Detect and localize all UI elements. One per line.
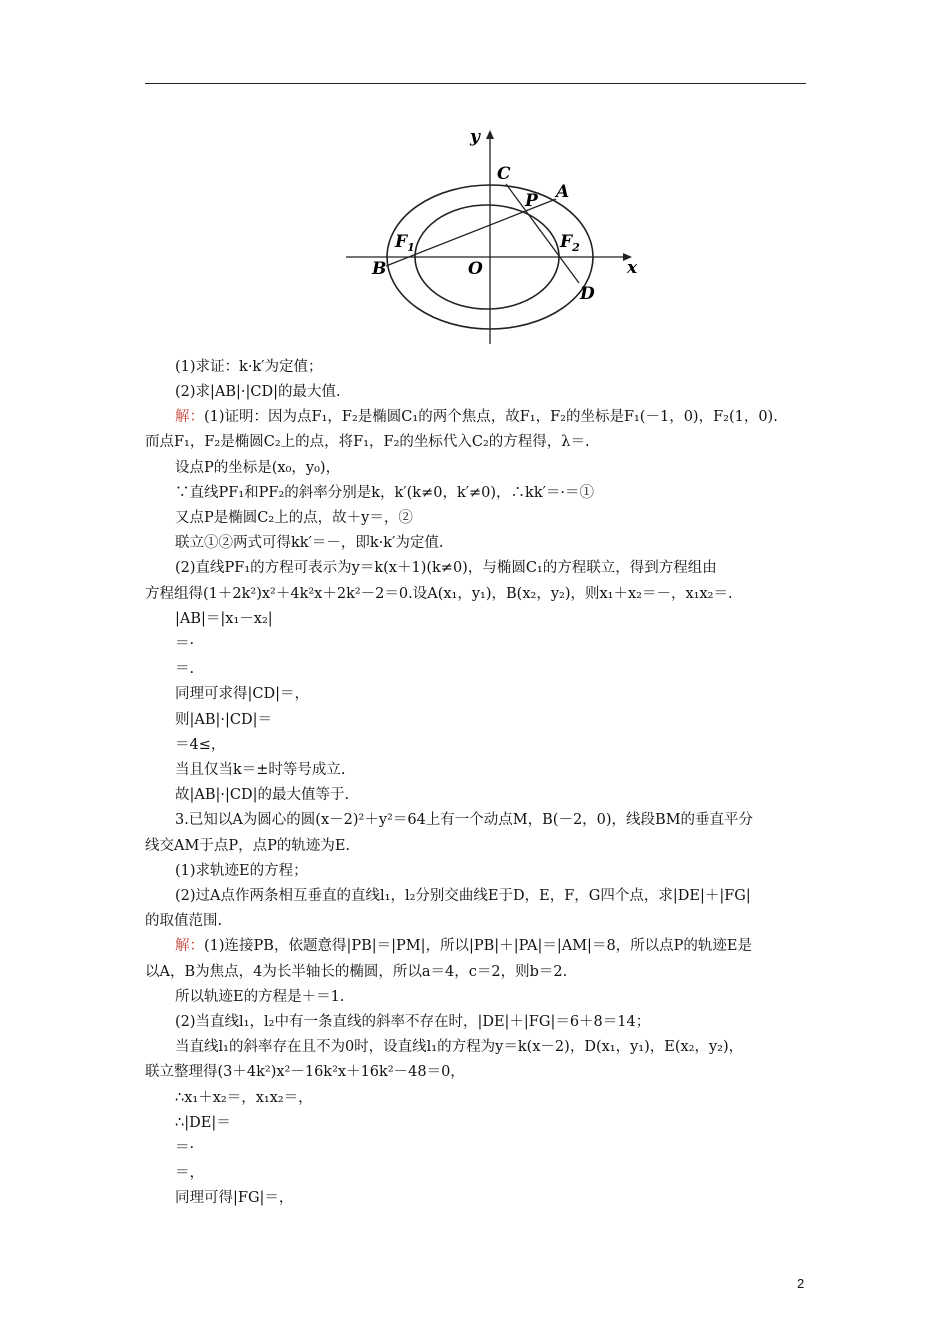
line-text: (2)直线PF₁的方程可表示为y＝k(x＋1)(k≠0)，与椭圆C₁的方程联立，得到方程组由	[175, 560, 717, 576]
line-text: 方程组得(1＋2k²)x²＋4k²x＋2k²－2＝0.设A(x₁，y₁)，B(x₂，y₂)，则x₁＋x₂＝－，x₁x₂＝.	[145, 586, 733, 602]
label-x: x	[627, 258, 638, 278]
line-text: 则|AB|·|CD|＝	[175, 712, 272, 728]
line-text: (2)求|AB|·|CD|的最大值.	[175, 384, 341, 400]
text-line	[175, 987, 950, 1007]
text-line	[175, 458, 950, 478]
text-line	[175, 735, 950, 755]
text-line	[175, 357, 950, 377]
page-number: 2	[797, 1276, 805, 1291]
line-text: 同理可得|FG|＝，	[175, 1190, 294, 1206]
text-line	[175, 609, 950, 629]
text-line	[145, 584, 950, 604]
text-line	[175, 861, 950, 881]
line-text: (1)求证：k·k′为定值；	[175, 359, 323, 375]
line-text: (1)证明：因为点F₁，F₂是椭圆C₁的两个焦点，故F₁，F₂的坐标是F₁(－1，0)，F₂(1，0).	[204, 409, 778, 425]
line-text: 故|AB|·|CD|的最大值等于.	[175, 787, 350, 803]
label-f1-sub: 1	[407, 241, 415, 254]
text-line	[175, 407, 950, 427]
label-o: O	[468, 259, 483, 279]
text-line	[175, 1037, 950, 1057]
line-text: 当直线l₁的斜率存在且不为0时，设直线l₁的方程为y＝k(x－2)，D(x₁，y₁)，E(x₂，y₂)，	[175, 1039, 744, 1055]
text-line	[175, 760, 950, 780]
line-text: 当且仅当k＝±时等号成立.	[175, 762, 346, 778]
label-f1	[394, 232, 415, 254]
text-line	[145, 1062, 950, 1082]
text-line	[175, 1163, 950, 1183]
line-text: (2)当直线l₁，l₂中有一条直线的斜率不存在时，|DE|＋|FG|＝6＋8＝14；	[175, 1014, 651, 1030]
line-text: 以A，B为焦点，4为长半轴长的椭圆，所以a＝4，c＝2，则b＝2.	[145, 964, 568, 980]
line-text: 线交AM于点P，点P的轨迹为E.	[145, 838, 351, 854]
solution-label: 解：	[175, 938, 204, 954]
text-line	[175, 710, 950, 730]
line-text: 联立整理得(3＋4k²)x²－16k²x＋16k²－48＝0，	[145, 1064, 465, 1080]
text-line	[175, 810, 950, 830]
line-text: 而点F₁，F₂是椭圆C₂上的点，将F₁，F₂的坐标代入C₂的方程得，λ＝.	[145, 434, 590, 450]
line-text: 又点P是椭圆C₂上的点，故＋y＝，②	[175, 510, 413, 526]
text-line	[175, 684, 950, 704]
line-text: ＝，	[175, 1165, 204, 1181]
text-line	[175, 483, 950, 503]
label-y: y	[470, 127, 480, 147]
text-line	[175, 1188, 950, 1208]
text-line	[175, 533, 950, 553]
line-text: |AB|＝|x₁－x₂|	[175, 611, 273, 627]
text-line	[175, 785, 950, 805]
line-text: ＝4≤，	[175, 737, 226, 753]
line-text: 所以轨迹E的方程是＋＝1.	[175, 989, 345, 1005]
line-text: 联立①②两式可得kk′＝－，即k·k′为定值.	[175, 535, 444, 551]
text-line	[145, 432, 950, 452]
label-f1-main: F	[395, 232, 408, 252]
line-text: 同理可求得|CD|＝，	[175, 686, 309, 702]
label-b: B	[372, 259, 387, 279]
text-line	[175, 1138, 950, 1158]
line-text: 3.已知以A为圆心的圆(x－2)²＋y²＝64上有一个动点M，B(－2，0)，线段BM的垂直平分	[175, 812, 754, 828]
label-c: C	[497, 164, 511, 184]
line-text: ＝·	[175, 636, 195, 652]
line-text: (2)过A点作两条相互垂直的直线l₁，l₂分别交曲线E于D，E，F，G四个点，求|DE|＋|FG|	[175, 888, 751, 904]
label-p: P	[525, 191, 538, 211]
line-text: ＝.	[175, 661, 195, 677]
label-d: D	[580, 284, 595, 304]
label-f2	[559, 232, 580, 254]
text-line	[175, 886, 950, 906]
y-axis-arrow	[486, 130, 494, 139]
text-line	[175, 1088, 950, 1108]
line-text: 的取值范围.	[145, 913, 223, 929]
text-line	[175, 634, 950, 654]
line-text: 设点P的坐标是(x₀，y₀)，	[175, 460, 341, 476]
text-line	[175, 558, 950, 578]
text-line	[175, 508, 950, 528]
line-text: ＝·	[175, 1140, 195, 1156]
line-text: (1)求轨迹E的方程；	[175, 863, 308, 879]
header-rule	[145, 83, 806, 84]
label-f2-sub: 2	[572, 241, 580, 254]
ellipse-figure	[340, 122, 650, 350]
text-line	[145, 911, 950, 931]
line-text: ∴x₁＋x₂＝，x₁x₂＝，	[175, 1090, 313, 1106]
line-text: ∵直线PF₁和PF₂的斜率分别是k，k′(k≠0，k′≠0)，∴kk′＝·＝①	[175, 485, 595, 501]
text-line	[175, 936, 950, 956]
label-a: A	[556, 182, 570, 202]
text-line	[175, 659, 950, 679]
solution-label: 解：	[175, 409, 204, 425]
label-f2-main: F	[560, 232, 573, 252]
line-text: ∴|DE|＝	[175, 1115, 231, 1131]
text-line	[175, 1113, 950, 1133]
text-line	[145, 836, 950, 856]
line-text: (1)连接PB，依题意得|PB|＝|PM|，所以|PB|＋|PA|＝|AM|＝8，所以点P的轨迹E是	[204, 938, 753, 954]
text-line	[175, 382, 950, 402]
text-line	[145, 962, 950, 982]
text-line	[175, 1012, 950, 1032]
